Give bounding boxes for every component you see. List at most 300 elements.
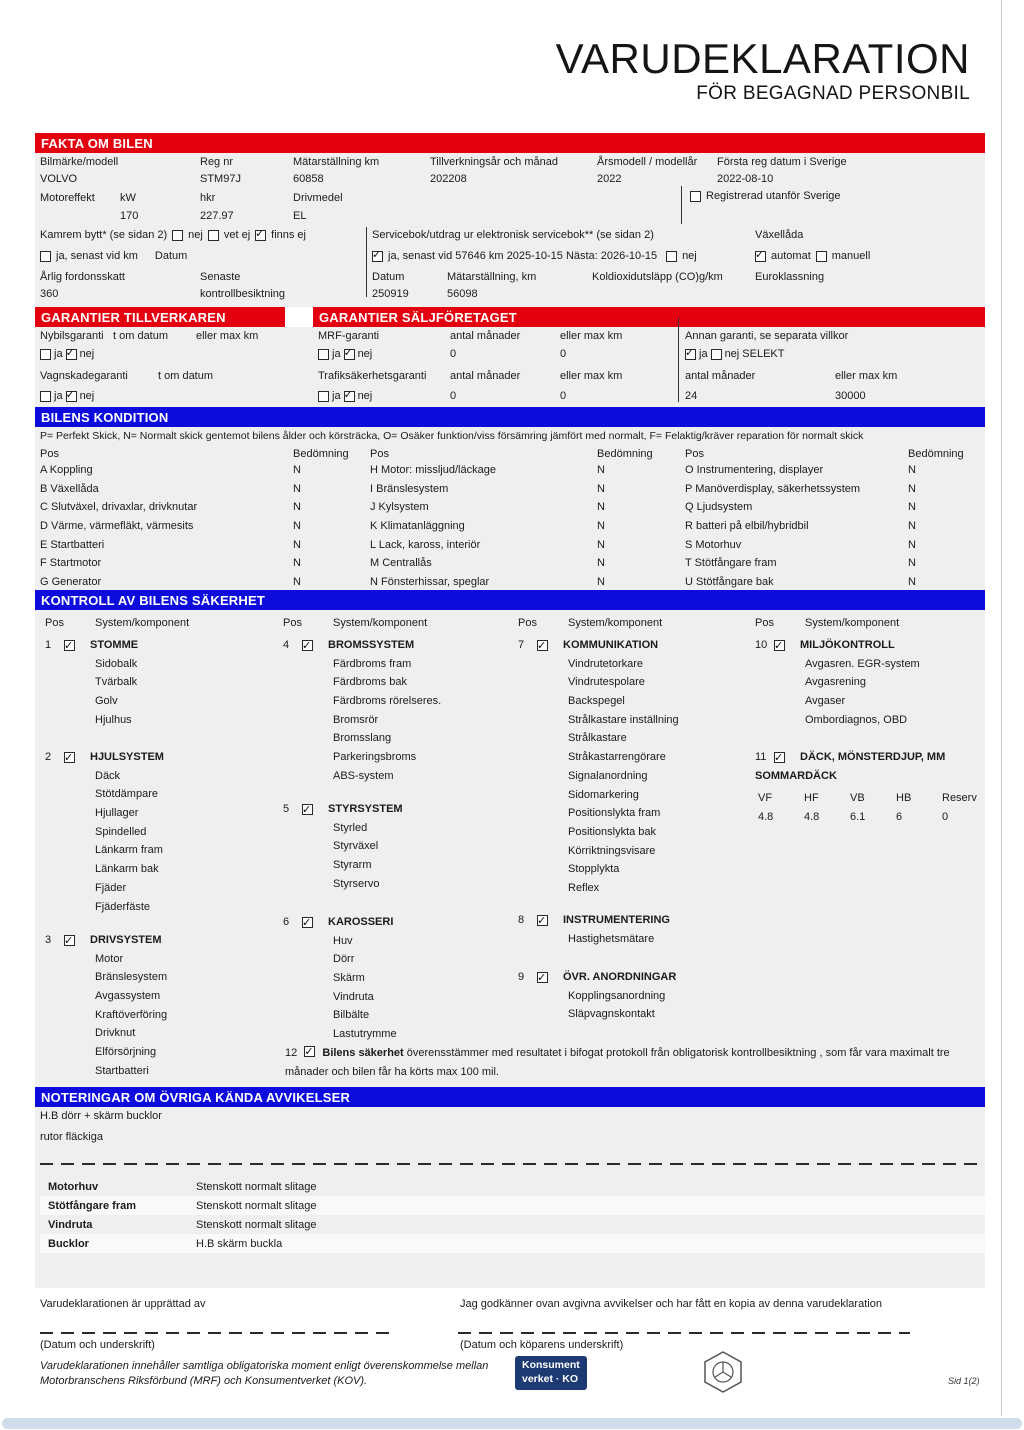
kontroll-item: Strålkastare xyxy=(568,732,627,745)
kondition-item-name: F Startmotor xyxy=(40,557,102,570)
section-header-noteringar: NOTERINGAR OM ÖVRIGA KÄNDA AVVIKELSER xyxy=(35,1087,985,1107)
group-number: 1 xyxy=(45,639,52,651)
mrf-manader-label: antal månader xyxy=(450,330,521,342)
kw-label: kW xyxy=(120,192,136,204)
kondition-item-grade: N xyxy=(293,576,301,589)
pos-header-1: Pos xyxy=(40,448,59,460)
avvikelse-row xyxy=(40,1215,985,1234)
kontroll-item: Släpvagnskontakt xyxy=(568,1008,655,1021)
godkanner-label: Jag godkänner ovan avgivna avvikelser och har fått en kopia av denna varudeklaration xyxy=(460,1298,882,1310)
title-sub: FÖR BEGAGNAD PERSONBIL xyxy=(696,83,970,104)
group-name: STYRSYSTEM xyxy=(328,803,403,815)
field-label: Tillverkningsår och månad xyxy=(430,156,558,168)
group-checkbox xyxy=(537,915,548,926)
kontroll-item: Positionslykta bak xyxy=(568,825,657,838)
mrf-ja-label: ja xyxy=(332,348,341,360)
kondition-item-grade: N xyxy=(597,482,605,495)
trafik-manader-value: 0 xyxy=(450,390,457,402)
kamrem-vetej-checkbox xyxy=(208,230,219,241)
kontroll-item: Dörr xyxy=(333,953,355,966)
kontroll-group-kommunikation xyxy=(518,636,679,898)
kondition-item-name: Q Ljudsystem xyxy=(685,501,753,514)
annan-km-label: eller max km xyxy=(835,370,898,382)
vagnskadegaranti-label: Vagnskadegaranti xyxy=(40,370,128,382)
nybilsgaranti-label: Nybilsgaranti xyxy=(40,330,104,342)
group-checkbox xyxy=(64,935,75,946)
kondition-item-name: M Centrallås xyxy=(370,557,432,570)
divider-line xyxy=(366,227,367,297)
kondition-row xyxy=(370,557,605,576)
kontroll-item: Bromsrör xyxy=(333,713,379,726)
group-name: BROMSSYSTEM xyxy=(328,639,415,651)
annan-garanti-label: Annan garanti, se separata villkor xyxy=(685,330,849,342)
annan-ja-checkbox xyxy=(685,349,696,360)
avvikelse-note: Stenskott normalt slitage xyxy=(196,1218,317,1231)
avvikelser-table xyxy=(40,1177,985,1253)
kontroll-item: Signalanordning xyxy=(568,769,648,782)
kontroll-item: Vindruta xyxy=(333,990,374,1003)
kamrem-label: Kamrem bytt* (se sidan 2) xyxy=(40,229,168,241)
group-checkbox xyxy=(302,917,313,928)
group-checkbox xyxy=(64,640,75,651)
kontroll-item: Körriktningsvisare xyxy=(568,844,656,857)
kontroll-item: Lastutrymme xyxy=(333,1028,397,1041)
trafik-janej xyxy=(318,390,372,402)
group-name: DRIVSYSTEM xyxy=(90,934,162,946)
kondition-col2 xyxy=(370,464,605,595)
kontroll-item: Stråkastarrengörare xyxy=(568,751,666,764)
servicebok-ja-row xyxy=(372,250,697,262)
fakta-field xyxy=(430,156,597,185)
item12-checkbox xyxy=(304,1046,315,1057)
kondition-item-grade: N xyxy=(597,501,605,514)
kamrem-row xyxy=(40,229,306,241)
group-checkbox xyxy=(774,752,785,763)
system-col1: System/komponent xyxy=(95,617,190,629)
item12-number: 12 xyxy=(285,1047,298,1059)
noteringar-line-2: rutor fläckiga xyxy=(40,1131,103,1143)
kontroll-item: Avgasrening xyxy=(805,676,866,689)
vagnskade-ja-label: ja xyxy=(54,390,63,402)
fordonsskatt-value: 360 xyxy=(40,288,59,300)
kondition-item-grade: N xyxy=(293,482,301,495)
field-label: Första reg datum i Sverige xyxy=(717,156,847,168)
kondition-col3 xyxy=(685,464,916,595)
kondition-item-grade: N xyxy=(293,557,301,570)
section-header-kondition: BILENS KONDITION xyxy=(35,407,985,427)
besiktning-datum-label: Datum xyxy=(372,271,405,283)
kondition-row xyxy=(40,464,301,483)
kamrem-finnsej-label: finns ej xyxy=(271,229,306,241)
fordonsskatt-label: Årlig fordonsskatt xyxy=(40,271,125,283)
nybilsgaranti-janej xyxy=(40,348,94,360)
kondition-item-grade: N xyxy=(908,538,916,551)
kontroll-item: Färdbroms rörelseres. xyxy=(333,695,442,708)
kondition-row xyxy=(685,557,916,576)
kontroll-group-drivsystem xyxy=(45,931,167,1081)
group-checkbox xyxy=(302,804,313,815)
fakta-field xyxy=(200,156,293,185)
group-checkbox xyxy=(537,640,548,651)
mrf-ja-checkbox xyxy=(318,349,329,360)
kontroll-item: Hjullager xyxy=(95,807,139,820)
kamrem-ja-label: ja, senast vid km xyxy=(56,250,138,262)
registrerad-utanfor-label: Registrerad utanför Sverige xyxy=(706,190,841,202)
window-edge-line xyxy=(1001,0,1002,1416)
tyre-value: 4.8 xyxy=(804,811,820,824)
field-value: STM97J xyxy=(200,173,241,185)
kondition-row xyxy=(40,539,301,558)
senaste-label: Senaste xyxy=(200,271,241,283)
group-number: 2 xyxy=(45,751,52,763)
group-checkbox xyxy=(302,640,313,651)
kontroll-item: Reflex xyxy=(568,881,600,894)
mrf-nej-checkbox xyxy=(344,349,355,360)
hkr-value: 227.97 xyxy=(200,210,234,222)
field-label: Årsmodell / modellår xyxy=(597,156,698,168)
system-col3: System/komponent xyxy=(568,617,663,629)
group-number: 9 xyxy=(518,971,525,983)
annan-nej-checkbox xyxy=(711,349,722,360)
tom-datum-label-2: t om datum xyxy=(158,370,214,382)
divider-line xyxy=(678,318,679,402)
kontroll-item: Styrarm xyxy=(333,859,372,872)
noteringar-divider xyxy=(40,1163,985,1165)
drivmedel-value: EL xyxy=(293,210,307,222)
legal-text: Varudeklarationen innehåller samtliga obligatoriska moment enligt överenskommelse mellan Motorbranschens Riksförbund (MRF) och Konsumentverket (KOV). xyxy=(40,1360,489,1387)
kontroll-item: Sidobalk xyxy=(95,657,138,670)
kamrem-vetej-label: vet ej xyxy=(223,229,251,241)
koldioxid-label: Koldioxidutsläpp (CO)g/km xyxy=(592,271,723,283)
kontroll-item: Hastighetsmätare xyxy=(568,932,655,945)
trafik-km-label: eller max km xyxy=(560,370,623,382)
kontroll-item: Parkeringsbroms xyxy=(333,751,417,764)
registrerad-utanfor-row xyxy=(690,190,841,202)
group-number: 7 xyxy=(518,639,525,651)
kondition-item-name: E Startbatteri xyxy=(40,538,105,551)
kontroll-item: Avgaser xyxy=(805,695,846,708)
kondition-item-name: U Stötfångare bak xyxy=(685,576,774,589)
avvikelse-row xyxy=(40,1196,985,1215)
avvikelse-part: Vindruta xyxy=(48,1218,93,1231)
group-checkbox xyxy=(537,972,548,983)
mrf-km-value: 0 xyxy=(560,348,567,360)
kondition-row xyxy=(685,539,916,558)
kontroll-item: Bromsslang xyxy=(333,732,392,745)
avvikelse-row xyxy=(40,1234,985,1253)
kontroll-item: Backspegel xyxy=(568,695,625,708)
vagnskade-janej xyxy=(40,390,94,402)
kondition-item-name: D Värme, värmefläkt, värmesits xyxy=(40,520,194,533)
tyre-col-label: VB xyxy=(850,792,865,805)
vagnskade-nej-label: nej xyxy=(79,390,95,402)
section-header-garanti-saljforetaget: GARANTIER SÄLJFÖRETAGET xyxy=(313,307,985,327)
kontroll-item: Färdbroms bak xyxy=(333,676,407,689)
fakta-field xyxy=(717,156,985,185)
kontroll-item: ABS-system xyxy=(333,769,394,782)
kondition-item-grade: N xyxy=(597,520,605,533)
fakta-field xyxy=(293,156,430,185)
dack-subhead: SOMMARDÄCK xyxy=(755,769,837,782)
kondition-item-name: I Bränslesystem xyxy=(370,482,449,495)
matarstallning-value: 56098 xyxy=(447,288,478,300)
section-header-fakta: FAKTA OM BILEN xyxy=(35,133,985,153)
fakta-field xyxy=(40,156,200,185)
kontroll-group-karosseri xyxy=(283,913,397,1044)
trafiksakerhets-label: Trafiksäkerhetsgaranti xyxy=(318,370,427,382)
kondition-row xyxy=(370,520,605,539)
drivmedel-label: Drivmedel xyxy=(293,192,343,204)
kontroll-item: Färdbroms fram xyxy=(333,657,412,670)
tyre-value: 4.8 xyxy=(758,811,774,824)
kondition-row xyxy=(370,483,605,502)
kontroll-group-dack xyxy=(755,748,988,826)
kondition-item-name: L Lack, kaross, interiör xyxy=(370,538,481,551)
automat-label: automat xyxy=(771,250,811,262)
kondition-row xyxy=(685,501,916,520)
document-title xyxy=(555,35,970,105)
section-header-garanti-tillverkaren: GARANTIER TILLVERKAREN xyxy=(35,307,285,327)
group-name: STOMME xyxy=(90,639,139,651)
kontroll-group-styrsystem xyxy=(283,800,403,893)
kondition-row xyxy=(40,557,301,576)
group-name: MILJÖKONTROLL xyxy=(800,639,895,651)
signature-line-buyer xyxy=(458,1332,910,1334)
kondition-item-grade: N xyxy=(597,557,605,570)
avvikelse-note: H.B skärm buckla xyxy=(196,1237,283,1250)
annan-manader-label: antal månader xyxy=(685,370,756,382)
kontroll-item: Fjäderfäste xyxy=(95,900,151,913)
avvikelse-note: Stenskott normalt slitage xyxy=(196,1180,317,1193)
tom-datum-label: t om datum xyxy=(113,330,169,342)
kontroll-item: Kopplingsanordning xyxy=(568,989,666,1002)
pos-header-3: Pos xyxy=(685,448,704,460)
tyre-col-label: VF xyxy=(758,792,773,805)
kondition-item-name: G Generator xyxy=(40,576,102,589)
group-number: 5 xyxy=(283,803,290,815)
automat-checkbox xyxy=(755,251,766,262)
kontroll-group-instrumentering xyxy=(518,911,670,948)
kondition-item-grade: N xyxy=(597,464,605,476)
vagnskade-ja-checkbox xyxy=(40,391,51,402)
kondition-item-name: J Kylsystem xyxy=(370,501,429,514)
avvikelse-note: Stenskott normalt slitage xyxy=(196,1199,317,1212)
kontroll-item: Avgassystem xyxy=(95,990,161,1003)
pos-header-2: Pos xyxy=(370,448,389,460)
kontroll-item: Kraftöverföring xyxy=(95,1008,168,1021)
mrf-garanti-label: MRF-garanti xyxy=(318,330,380,342)
kontroll-item: Ombordiagnos, OBD xyxy=(805,713,908,726)
euroklassning-label: Euroklassning xyxy=(755,271,825,283)
nybil-nej-checkbox xyxy=(66,349,77,360)
page-number: Sid 1(2) xyxy=(948,1376,980,1386)
kondition-row xyxy=(685,520,916,539)
kontroll-item: Spindelled xyxy=(95,825,147,838)
group-number: 10 xyxy=(755,639,768,651)
kondition-item-grade: N xyxy=(908,520,916,533)
signature-line-seller xyxy=(40,1332,392,1334)
mrf-janej xyxy=(318,348,372,360)
mrf-manader-value: 0 xyxy=(450,348,457,360)
vagnskade-nej-checkbox xyxy=(66,391,77,402)
kontroll-item: Länkarm fram xyxy=(95,844,163,857)
kontroll-item: Golv xyxy=(95,695,118,708)
trafik-km-value: 0 xyxy=(560,390,567,402)
item12-bold: Bilens säkerhet xyxy=(322,1047,404,1059)
servicebok-ja-checkbox xyxy=(372,251,383,262)
pos-col3: Pos xyxy=(518,617,537,629)
kontroll-item: Sidomarkering xyxy=(568,788,639,801)
vaxellada-row xyxy=(755,250,870,262)
kondition-item-name: N Fönsterhissar, speglar xyxy=(370,576,490,589)
nybil-ja-checkbox xyxy=(40,349,51,360)
field-value: 2022 xyxy=(597,173,622,185)
kontroll-group-stomme xyxy=(45,636,138,729)
kontroll-item: Huv xyxy=(333,934,353,947)
kontroll-item: Hjulhus xyxy=(95,713,132,726)
trafik-nej-label: nej xyxy=(357,390,373,402)
tyre-col-label: Reserv xyxy=(942,792,977,805)
pos-col4: Pos xyxy=(755,617,774,629)
field-label: Mätarställning km xyxy=(293,156,380,168)
kondition-item-grade: N xyxy=(908,557,916,570)
tyre-col-label: HB xyxy=(896,792,912,805)
datum-underskrift-label: (Datum och underskrift) xyxy=(40,1339,155,1351)
pos-col2: Pos xyxy=(283,617,302,629)
group-checkbox xyxy=(64,752,75,763)
kontroll-group-hjulsystem xyxy=(45,748,164,916)
kondition-item-name: B Växellåda xyxy=(40,482,99,495)
badge-line-1: Konsument xyxy=(522,1359,580,1371)
konsumentverket-badge xyxy=(515,1356,587,1390)
kondition-item-grade: N xyxy=(597,576,605,589)
tyre-value: 0 xyxy=(942,811,949,824)
group-checkbox xyxy=(774,640,785,651)
kondition-item-grade: N xyxy=(908,501,916,514)
kontroll-item: Styrled xyxy=(333,821,368,834)
bedomning-header-2: Bedömning xyxy=(597,448,653,460)
kamrem-datum-label: Datum xyxy=(154,250,188,262)
datum-koparens-label: (Datum och köparens underskrift) xyxy=(460,1339,624,1351)
kontroll-item: Vindrutetorkare xyxy=(568,657,644,670)
kondition-item-name: C Slutväxel, drivaxlar, drivknutar xyxy=(40,501,198,514)
tyre-value: 6 xyxy=(896,811,903,824)
matarstallning-label: Mätarställning, km xyxy=(447,271,537,283)
avvikelse-part: Motorhuv xyxy=(48,1180,99,1193)
group-name: INSTRUMENTERING xyxy=(563,914,670,926)
kondition-col1 xyxy=(40,464,301,595)
annan-nej-label: nej SELEKT xyxy=(724,348,785,360)
hexagon-logo-icon xyxy=(702,1350,744,1399)
group-name: KAROSSERI xyxy=(328,916,394,928)
tyre-col-label: HF xyxy=(804,792,819,805)
section-header-kontroll: KONTROLL AV BILENS SÄKERHET xyxy=(35,590,985,610)
kontroll-item: Bränslesystem xyxy=(95,971,168,984)
bedomning-header-1: Bedömning xyxy=(293,448,349,460)
motoreffekt-label: Motoreffekt xyxy=(40,192,95,204)
field-value: 60858 xyxy=(293,173,324,185)
kondition-item-name: S Motorhuv xyxy=(685,538,742,551)
system-col4: System/komponent xyxy=(805,617,900,629)
group-name: DÄCK, MÖNSTERDJUP, MM xyxy=(800,751,946,763)
trafik-manader-label: antal månader xyxy=(450,370,521,382)
kondition-item-name: K Klimatanläggning xyxy=(370,520,465,533)
trafik-ja-checkbox xyxy=(318,391,329,402)
kontroll-item: Däck xyxy=(95,769,121,782)
kontrollbesiktning-label: kontrollbesiktning xyxy=(200,288,285,300)
kontroll-group-miljokontroll xyxy=(755,636,920,729)
kondition-item-name: R batteri på elbil/hybridbil xyxy=(685,520,809,533)
kamrem-finnsej-checkbox xyxy=(255,230,266,241)
kondition-item-grade: N xyxy=(597,538,605,551)
annan-ja-label: ja xyxy=(699,348,708,360)
kondition-item-name: P Manöverdisplay, säkerhetssystem xyxy=(685,482,861,495)
kondition-legend: P= Perfekt Skick, N= Normalt skick gentemot bilens ålder och körsträcka, O= Osäker funktion/viss försämring jämfört med normalt, F= Felaktig/kräver reparation för normalt skick xyxy=(40,430,864,442)
kondition-row xyxy=(40,501,301,520)
window-bottom-bar xyxy=(2,1418,1022,1429)
kondition-item-name: T Stötfångare fram xyxy=(685,557,777,570)
field-value: 202208 xyxy=(430,173,467,185)
kamrem-ja-checkbox xyxy=(40,251,51,262)
field-label: Bilmärke/modell xyxy=(40,156,119,168)
eller-max-km-label: eller max km xyxy=(196,330,259,342)
kontroll-item: Strålkastare inställning xyxy=(568,713,679,726)
trafik-nej-checkbox xyxy=(344,391,355,402)
mrf-km-label: eller max km xyxy=(560,330,623,342)
kontroll-item: Vindrutespolare xyxy=(568,676,645,689)
kondition-item-grade: N xyxy=(293,464,301,476)
kondition-item-name: H Motor: missljud/läckage xyxy=(370,464,496,476)
kontroll-item: Tvärbalk xyxy=(95,676,138,689)
kontroll-item: Startbatteri xyxy=(95,1064,149,1077)
tyre-value: 6.1 xyxy=(850,811,866,824)
group-name: ÖVR. ANORDNINGAR xyxy=(563,971,677,983)
item12-statement xyxy=(285,1044,987,1082)
upprattad-av-label: Varudeklarationen är upprättad av xyxy=(40,1298,206,1310)
kondition-item-grade: N xyxy=(293,538,301,551)
kontroll-item: Skärm xyxy=(333,972,365,985)
kw-value: 170 xyxy=(120,210,139,222)
group-number: 8 xyxy=(518,914,525,926)
kamrem-nej-checkbox xyxy=(172,230,183,241)
kontroll-item: Fjäder xyxy=(95,881,127,894)
annan-janej xyxy=(685,348,784,360)
kontroll-item: Bilbälte xyxy=(333,1009,370,1022)
avvikelse-part: Bucklor xyxy=(48,1237,89,1250)
system-col2: System/komponent xyxy=(333,617,428,629)
kondition-row xyxy=(370,501,605,520)
servicebok-nej-checkbox xyxy=(666,251,677,262)
kontroll-group-bromssystem xyxy=(283,636,441,786)
kontroll-item: Drivknut xyxy=(95,1027,136,1040)
field-value: VOLVO xyxy=(40,173,78,185)
kontroll-item: Styrväxel xyxy=(333,840,379,853)
kondition-row xyxy=(685,483,916,502)
registrerad-utanfor-checkbox xyxy=(690,191,701,202)
kontroll-item: Länkarm bak xyxy=(95,863,159,876)
title-main: VARUDEKLARATION xyxy=(555,35,970,82)
mrf-nej-label: nej xyxy=(357,348,373,360)
fakta-row1 xyxy=(40,156,985,185)
kondition-item-grade: N xyxy=(908,576,916,589)
kondition-item-grade: N xyxy=(293,520,301,533)
kontroll-item: Styrservo xyxy=(333,877,380,890)
annan-manader-value: 24 xyxy=(685,390,698,402)
kontroll-item: Avgasren. EGR-system xyxy=(805,657,920,670)
group-number: 11 xyxy=(755,751,767,763)
kontroll-item: Motor xyxy=(95,952,124,965)
kondition-item-grade: N xyxy=(908,464,916,476)
